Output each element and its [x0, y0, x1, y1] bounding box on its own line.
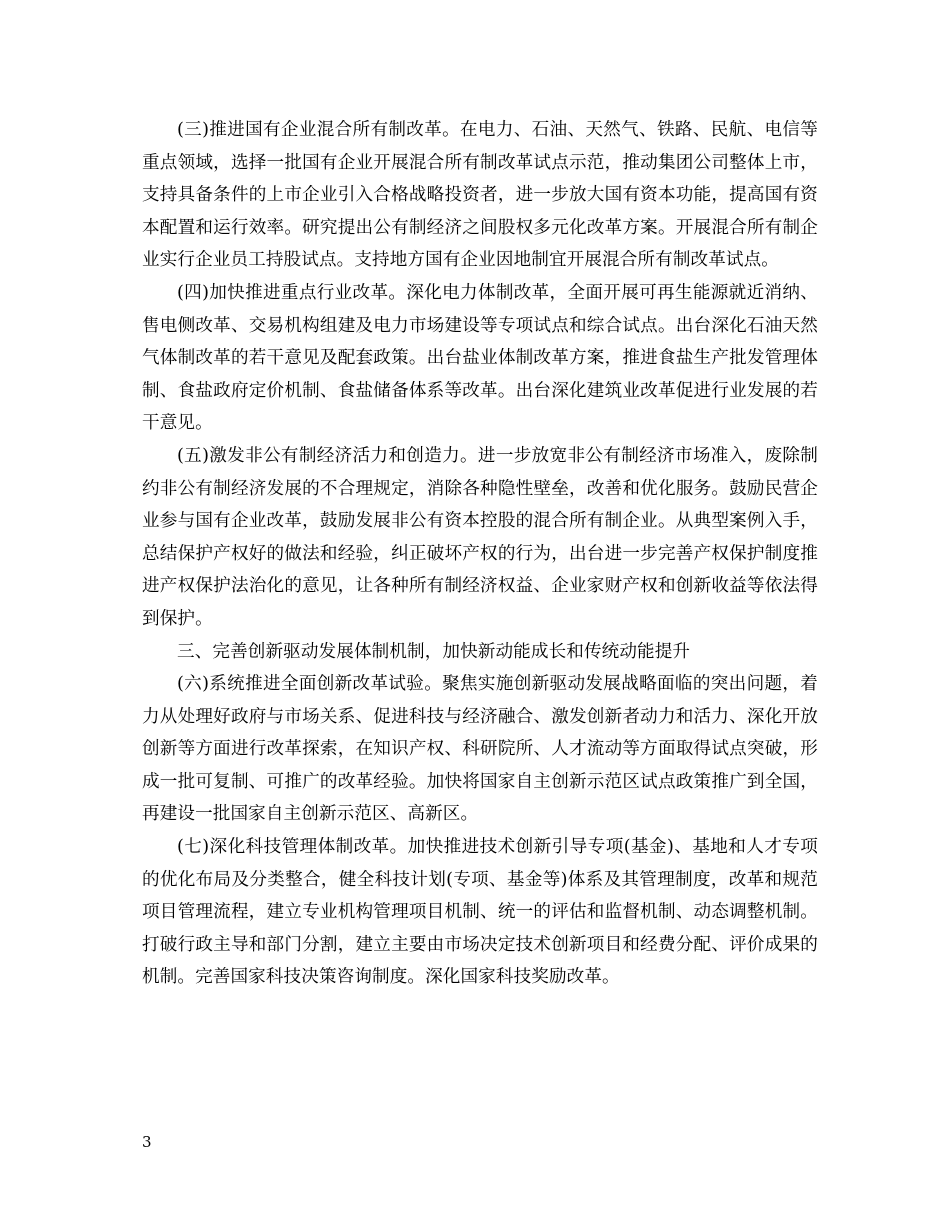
paragraph-innovation-reform-trial: (六)系统推进全面创新改革试验。聚焦实施创新驱动发展战略面临的突出问题，着力从处理好政府与市场关系、促进科技与经济融合、激发创新者动力和活力、深化开放创新等方面进行改革探索，在知识产权、科研院所、人才流动等方面取得试点突破，形成一批可复制、可推广的改革经验。加快将国家自主创新示范区试点政策推广到全国，再建设一批国家自主创新示范区、高新区。 [142, 674, 818, 825]
paragraph-non-public-economy: (五)激发非公有制经济活力和创造力。进一步放宽非公有制经济市场准入，废除制约非公有制经济发展的不合理规定，消除各种隐性壁垒，改善和优化服务。鼓励民营企业参与国有企业改革，鼓励发展非公有资本控股的混合所有制企业。从典型案例入手，总结保护产权好的做法和经验，纠正破坏产权的行为，出台进一步完善产权保护制度推进产权保护法治化的意见，让各种所有制经济权益、企业家财产权和创新收益等依法得到保护。 [142, 445, 818, 629]
document-body [142, 114, 818, 994]
section-heading: 三、完善创新驱动发展体制机制，加快新动能成长和传统动能提升 [177, 641, 691, 662]
page-number: 3 [142, 1133, 152, 1151]
paragraph-key-industry-reform: (四)加快推进重点行业改革。深化电力体制改革，全面开展可再生能源就近消纳、售电侧改革、交易机构组建及电力市场建设等专项试点和综合试点。出台深化石油天然气体制改革的若干意见及配套政策。出台盐业体制改革方案，推进食盐生产批发管理体制、食盐政府定价机制、食盐储备体系等改革。出台深化建筑业改革促进行业发展的若干意见。 [142, 282, 818, 434]
paragraph-tech-management-reform: (七)深化科技管理体制改革。加快推进技术创新引导专项(基金)、基地和人才专项的优化布局及分类整合，健全科技计划(专项、基金等)体系及其管理制度，改革和规范项目管理流程，建立专业机构管理项目机制、统一的评估和监督机制、动态调整机制。打破行政主导和部门分割，建立主要由市场决定技术创新项目和经费分配、评价成果的机制。完善国家科技决策咨询制度。深化国家科技奖励改革。 [142, 837, 818, 988]
paragraph-mixed-ownership-reform: (三)推进国有企业混合所有制改革。在电力、石油、天然气、铁路、民航、电信等重点领域，选择一批国有企业开展混合所有制改革试点示范，推动集团公司整体上市，支持具备条件的上市企业引入合格战略投资者，进一步放大国有资本功能，提高国有资本配置和运行效率。研究提出公有制经济之间股权多元化改革方案。开展混合所有制企业实行企业员工持股试点。支持地方国有企业因地制宜开展混合所有制改革试点。 [142, 120, 818, 271]
